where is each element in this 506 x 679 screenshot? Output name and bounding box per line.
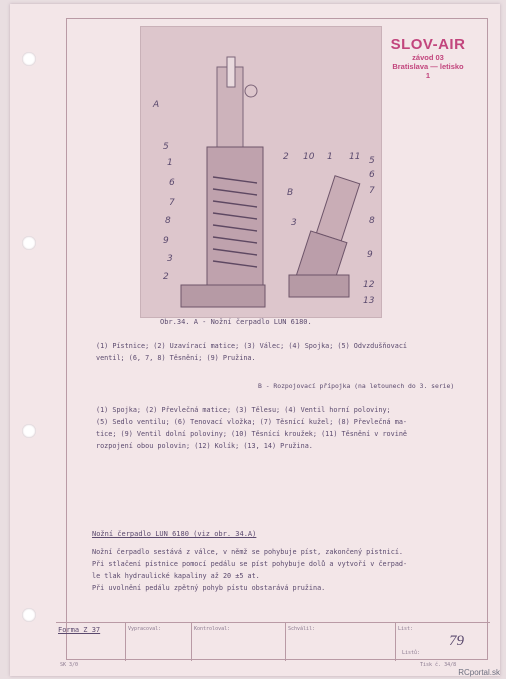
callout: 9 (367, 250, 373, 260)
punch-hole (22, 608, 36, 622)
callout: 1 (327, 152, 333, 162)
callout: 6 (369, 170, 375, 180)
figure-label-b: B (287, 188, 294, 198)
section-body: Nožní čerpadlo sestává z válce, v němž se pohybuje píst, zakončený pístnicí. Při stlačení pístnice pomocí pedálu se píst pohybuje dolů a vytvoří v čerpad- le tlak hydraulické kapaliny až 20 ±5 at. Při uvolnění pedálu zpětný pohyb pístu obstarává pružina. (92, 548, 408, 592)
callout: 13 (363, 296, 375, 306)
footer-print-number: Tisk č. 34/8 (420, 662, 457, 668)
part-b-list: (1) Spojka; (2) Převlečná matice; (3) Tělesu; (4) Ventil horní poloviny; (5) Sedlo ventilu; (6) Tenovací vložka; (7) Těsnící kužel; (8) Převlečná ma- tice; (9) Ventil dolní poloviny; (10) Těsnící kroužek; (11) Těsnění v rovině rozpojení obou polovin; (12) Kolík; (13, 14) Pružina. (96, 406, 407, 450)
page-number: 79 (449, 633, 464, 649)
footer-checked: Kontroloval: (192, 623, 286, 661)
part-b-title: B - Rozpojovací přípojka (na letounech do 3. serie) (258, 382, 455, 390)
footer-list2-label: Listů: (402, 650, 421, 656)
section-title: Nožní čerpadlo LUN 6180 (viz obr. 34.A) (92, 530, 257, 538)
footer-list-label: List: (398, 626, 414, 632)
callout: 1 (167, 158, 173, 168)
stamp-line: Bratislava — letisko (392, 62, 464, 71)
watermark: RCportal.sk (458, 668, 500, 677)
callout: 10 (303, 152, 315, 162)
footer-approved: Schválil: (286, 623, 396, 661)
callout: 3 (291, 218, 297, 228)
callout: 6 (169, 178, 175, 188)
callout: 8 (165, 216, 171, 226)
part-a-list: (1) Pístnice; (2) Uzavírací matice; (3) Válec; (4) Spojka; (5) Odvzdušňovací ventil; (6, 7, 8) Těsnění; (9) Pružina. (96, 342, 407, 362)
pump-drawing (141, 27, 381, 317)
footer-print-code: SK 3/0 (60, 662, 79, 668)
punch-hole (22, 424, 36, 438)
callout: 3 (167, 254, 173, 264)
callout: 7 (369, 186, 375, 196)
figure-caption: Obr.34. A - Nožní čerpadlo LUN 6180. (160, 318, 312, 326)
callout: 9 (163, 236, 169, 246)
callout: 2 (283, 152, 289, 162)
footer-table (56, 622, 490, 661)
punch-hole (22, 236, 36, 250)
figure-label-a: A (153, 100, 160, 110)
footer-prepared: Vypracoval: (126, 623, 192, 661)
pump-figure (140, 26, 382, 318)
callout: 11 (349, 152, 361, 162)
stamp-line: závod 03 (412, 53, 444, 62)
callout: 7 (169, 198, 175, 208)
callout: 12 (363, 280, 375, 290)
company-stamp (372, 36, 484, 80)
form-number: Forma Z 37 (56, 623, 126, 661)
callout: 5 (163, 142, 169, 152)
callout: 5 (369, 156, 375, 166)
callout: 8 (369, 216, 375, 226)
stamp-line: 1 (425, 71, 431, 80)
stamp-brand: SLOV-AIR (390, 36, 466, 53)
callout: 2 (163, 272, 169, 282)
punch-hole (22, 52, 36, 66)
